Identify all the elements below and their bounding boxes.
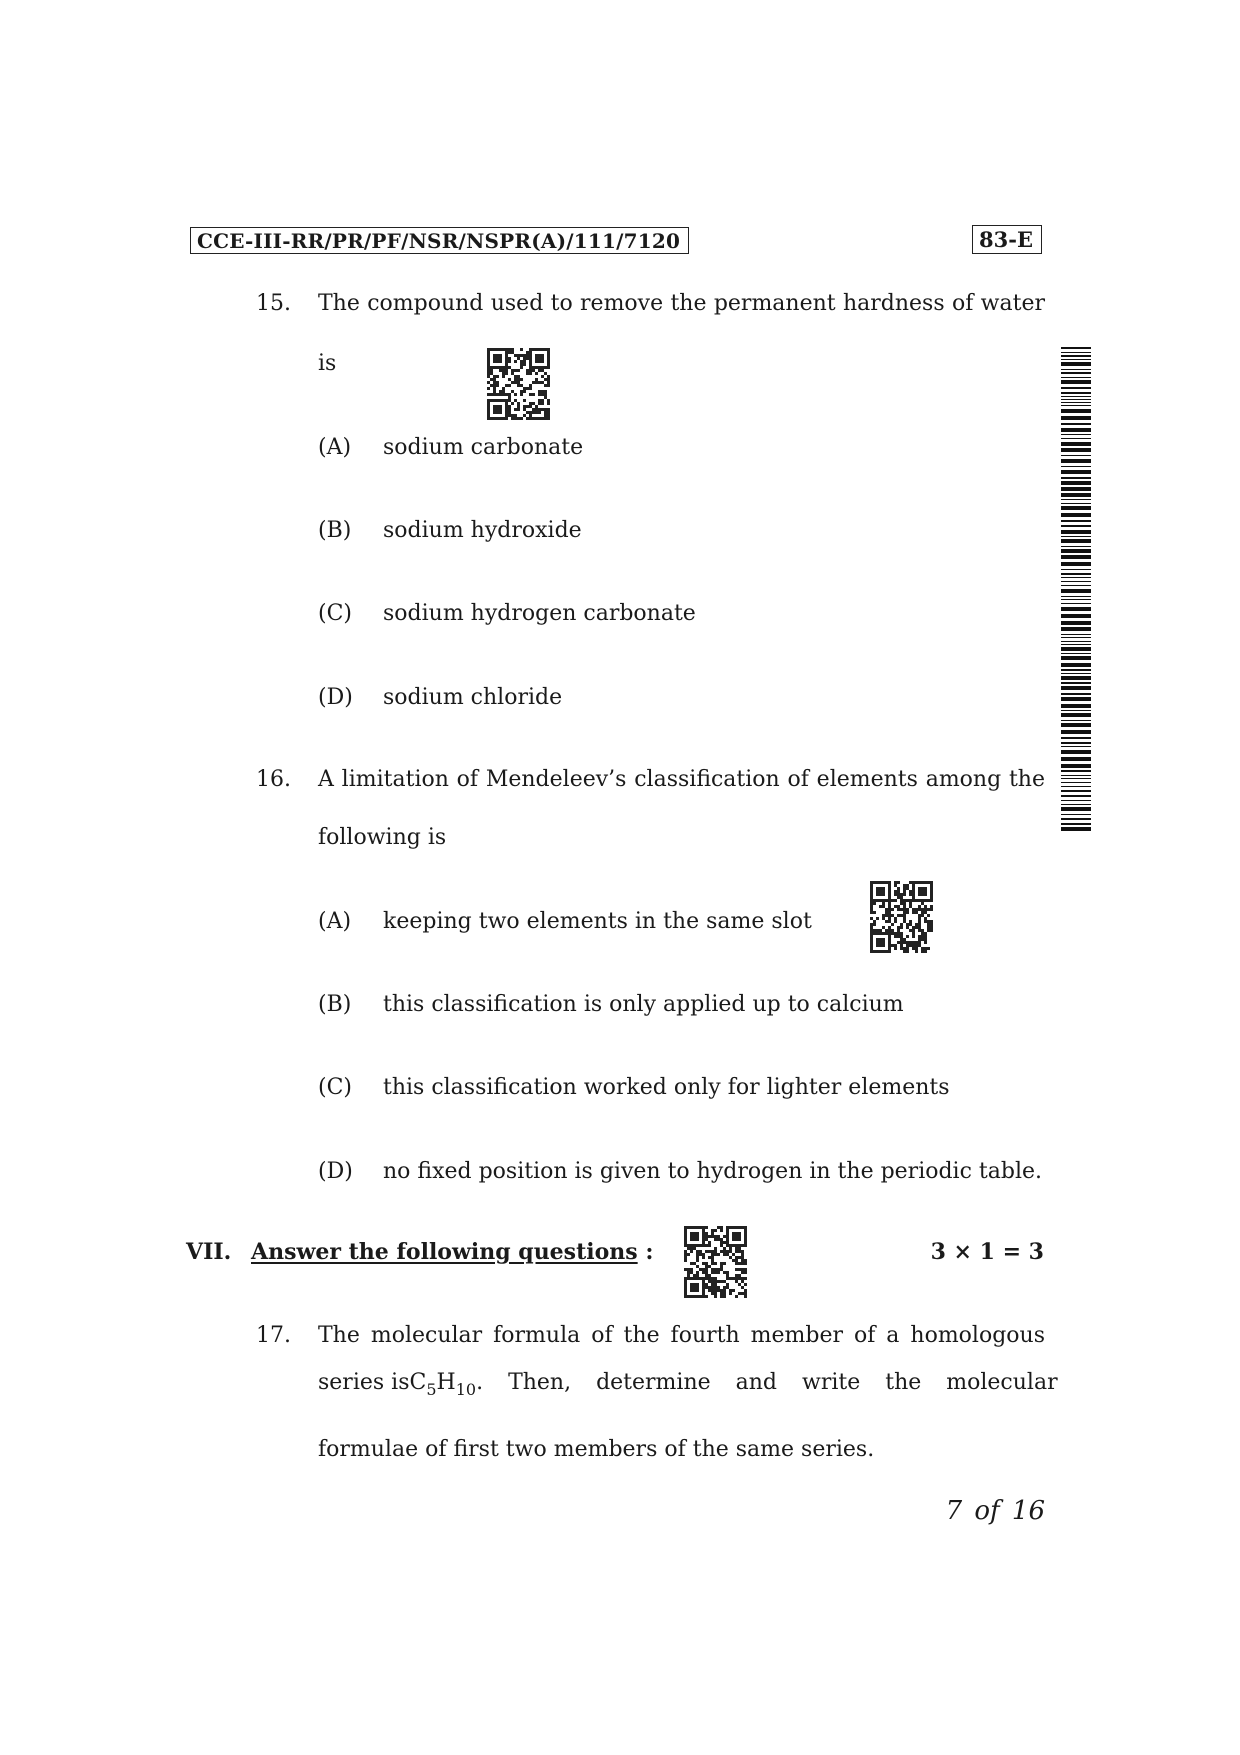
section-title-colon: : [645, 1239, 654, 1265]
qr-code-icon [684, 1226, 748, 1298]
q17-series-is: series is [318, 1370, 410, 1395]
q16-option-c-label: (C) [318, 1075, 352, 1100]
q16-option-b-text: this classification is only applied up to calcium [383, 992, 904, 1017]
question-16-text-cont: following is [318, 825, 447, 850]
formula-suffix: . Then, determine and write the molecular [476, 1370, 1058, 1395]
formula-h-sub: 10 [455, 1380, 477, 1399]
q16-option-b-label: (B) [318, 992, 352, 1017]
q16-option-d-label: (D) [318, 1159, 353, 1184]
q16-option-a-text: keeping two elements in the same slot [383, 909, 812, 934]
q15-option-c-label: (C) [318, 601, 352, 626]
question-15-text-cont: is [318, 351, 337, 376]
formula-c: C [409, 1370, 427, 1395]
page-number: 7 of 16 [945, 1496, 1045, 1526]
qr-code-icon [487, 348, 551, 420]
question-15-number: 15. [256, 291, 291, 316]
q15-option-a-text: sodium carbonate [383, 435, 584, 460]
question-15-text: The compound used to remove the permanent hardness of water [318, 291, 1045, 316]
section-title [251, 1238, 653, 1266]
section-number: VII. [186, 1239, 232, 1265]
paper-code-box: CCE-III-RR/PR/PF/NSR/NSPR(A)/111/7120 [190, 227, 689, 254]
formula-h: H [436, 1370, 456, 1395]
question-17-text-cont [318, 1369, 1058, 1399]
q15-option-b-label: (B) [318, 518, 352, 543]
qr-code-icon [870, 881, 934, 953]
q15-option-c-text: sodium hydrogen carbonate [383, 601, 696, 626]
q15-option-d-text: sodium chloride [383, 685, 563, 710]
question-17-number: 17. [256, 1323, 291, 1348]
subject-code-box: 83-E [972, 225, 1042, 254]
question-17-text: The molecular formula of the fourth member of a homologous [318, 1323, 1045, 1348]
q17-formula [410, 1369, 1058, 1397]
q16-option-d-text: no fixed position is given to hydrogen in the periodic table. [383, 1159, 1043, 1184]
question-16-text: A limitation of Mendeleev’s classification of elements among the [318, 767, 1045, 792]
question-16-number: 16. [256, 767, 291, 792]
q15-option-a-label: (A) [318, 435, 352, 460]
q15-option-d-label: (D) [318, 685, 353, 710]
question-17-text-end: formulae of first two members of the same series. [318, 1437, 875, 1462]
section-title-text: Answer the following questions [251, 1239, 638, 1265]
q16-option-c-text: this classification worked only for lighter elements [383, 1075, 950, 1100]
formula-c-sub: 5 [426, 1380, 437, 1399]
q16-option-a-label: (A) [318, 909, 352, 934]
barcode-icon [1061, 347, 1091, 832]
q15-option-b-text: sodium hydroxide [383, 518, 582, 543]
section-marks: 3 × 1 = 3 [930, 1239, 1044, 1265]
